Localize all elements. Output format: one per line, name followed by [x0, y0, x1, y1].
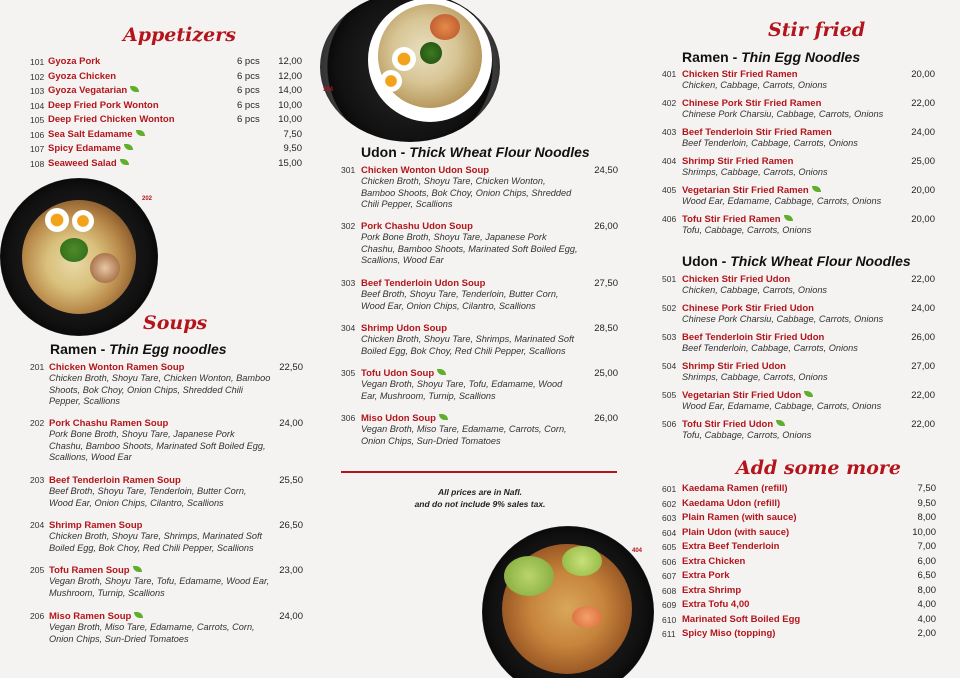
item-number: 306	[341, 413, 356, 423]
menu-item	[662, 274, 935, 300]
item-name-text: Spicy Miso (topping)	[682, 628, 776, 639]
item-price: 12,00	[278, 56, 302, 67]
item-number: 302	[341, 221, 356, 231]
item-name-text: Sea Salt Edamame	[48, 128, 133, 140]
item-price: 27,00	[911, 361, 935, 372]
item-number: 101	[30, 57, 45, 67]
item-description: Wood Ear, Edamame, Cabbage, Carrots, Onions	[682, 196, 882, 206]
item-name-text: Extra Shrimp	[682, 584, 742, 596]
item-name-text: Extra Tofu 4,00	[682, 599, 750, 610]
item-price: 9,50	[917, 497, 936, 509]
item-price: 10,00	[912, 526, 936, 538]
item-name	[682, 332, 824, 343]
item-number: 203	[30, 475, 45, 485]
item-number: 103	[30, 86, 45, 96]
item-name-text: Beef Tenderloin Stir Fried Ramen	[682, 127, 832, 138]
item-description: Shrimps, Cabbage, Carrots, Onions	[682, 372, 828, 382]
stir-fried-title: Stir fried	[768, 19, 866, 41]
left-column	[0, 0, 320, 678]
item-name-text: Extra Pork	[682, 570, 730, 581]
item-name-text: Chicken Wonton Udon Soup	[361, 165, 490, 176]
item-price: 20,00	[911, 214, 935, 225]
item-name	[49, 418, 168, 429]
add-more-title: Add some more	[736, 457, 901, 479]
image-tag-202: 202	[142, 196, 153, 202]
item-number: 609	[662, 600, 677, 610]
item-price: 28,50	[594, 323, 618, 334]
item-number: 102	[30, 71, 45, 82]
item-name-text: Deep Fried Chicken Wonton	[48, 114, 175, 125]
item-description: Pork Bone Broth, Shoyu Tare, Japanese Pork Chashu, Bamboo Shoots, Marinated Soft Boiled Egg, Scallions, Wood Ear	[49, 429, 266, 462]
item-price: 24,00	[279, 611, 303, 622]
menu-row	[30, 128, 302, 142]
item-name-text: Spicy Edamame	[48, 143, 121, 154]
item-name	[48, 113, 175, 127]
item-name	[682, 361, 786, 372]
item-number: 506	[662, 419, 677, 429]
item-name	[48, 142, 133, 156]
item-name-text: Shrimp Stir Fried Ramen	[682, 156, 794, 167]
item-number: 301	[341, 165, 356, 175]
item-description: Chicken Broth, Shoyu Tare, Chicken Wonton, Bamboo Shoots, Bok Choy, Onion Chips, Shredded Chili Pepper, Scallions	[49, 373, 271, 406]
item-number: 601	[662, 484, 677, 494]
item-name	[361, 413, 448, 424]
item-name	[682, 69, 798, 80]
item-quantity: 6 pcs	[237, 114, 260, 125]
middle-column	[320, 0, 643, 678]
soups-ramen-subtitle: Ramen - Thin Egg noodles	[50, 341, 227, 357]
item-description: Chicken, Cabbage, Carrots, Onions	[682, 285, 828, 295]
item-name-text: Seaweed Salad	[48, 157, 117, 169]
item-number: 401	[662, 69, 677, 79]
item-name-text: Plain Ramen (with sauce)	[682, 512, 797, 523]
item-name	[48, 55, 100, 69]
item-price: 22,00	[911, 98, 935, 109]
image-tag-304: 304	[323, 87, 334, 93]
menu-item	[341, 413, 618, 457]
item-price: 22,00	[911, 390, 935, 401]
item-number: 305	[341, 368, 356, 378]
item-number: 610	[662, 614, 677, 625]
item-name-text: Chicken Stir Fried Ramen	[682, 69, 798, 80]
price-note-line2: and do not include 9% sales tax.	[414, 499, 546, 509]
item-number: 304	[341, 323, 356, 333]
item-number: 504	[662, 361, 677, 371]
item-name-text: Shrimp Ramen Soup	[49, 520, 143, 531]
item-name	[682, 274, 790, 285]
menu-row	[662, 627, 936, 641]
menu-row	[662, 511, 936, 525]
menu-item	[662, 214, 935, 240]
item-description: Chicken Broth, Shoyu Tare, Shrimps, Marinated Soft Boiled Egg, Bok Choy, Red Chili Pepper, Scallions	[361, 334, 575, 356]
item-description: Chicken Broth, Shoyu Tare, Shrimps, Marinated Soft Boiled Egg, Bok Choy, Red Chili Pepper, Scallions	[49, 531, 263, 553]
item-name-text: Tofu Ramen Soup	[49, 565, 130, 576]
item-name-text: Beef Tenderloin Udon Soup	[361, 278, 486, 289]
item-name	[682, 390, 813, 401]
item-number: 403	[662, 127, 677, 137]
item-price: 24,50	[594, 165, 618, 176]
menu-row	[662, 555, 936, 569]
item-name	[682, 303, 814, 314]
item-name	[361, 221, 473, 232]
item-name-text: Shrimp Stir Fried Udon	[682, 361, 786, 372]
menu-row	[30, 157, 302, 171]
item-name-text: Miso Ramen Soup	[49, 611, 132, 622]
item-name	[682, 127, 832, 138]
menu-row	[662, 497, 936, 511]
item-description: Beef Broth, Shoyu Tare, Tenderloin, Butter Corn, Wood Ear, Onion Chips, Cilantro, Scallions	[49, 486, 247, 508]
item-description: Tofu, Cabbage, Carrots, Onions	[682, 430, 812, 440]
vegetarian-leaf-icon	[804, 391, 813, 397]
item-name-text: Vegetarian Stir Fried Ramen	[682, 185, 809, 196]
item-number: 608	[662, 585, 677, 596]
item-name	[49, 565, 142, 576]
item-name-text: Vegetarian Stir Fried Udon	[682, 390, 802, 401]
item-description: Chinese Pork Charsiu, Cabbage, Carrots, Onions	[682, 109, 884, 119]
menu-item	[662, 390, 935, 416]
vegetarian-leaf-icon	[439, 414, 448, 420]
item-name-text: Tofu Stir Fried Ramen	[682, 214, 781, 225]
item-name	[48, 99, 159, 113]
item-name	[682, 627, 775, 641]
menu-item	[341, 323, 618, 367]
item-number: 303	[341, 278, 356, 288]
item-name-text: Gyoza Vegatarian	[48, 85, 128, 96]
item-name-text: Tofu Udon Soup	[361, 368, 435, 379]
item-name	[682, 419, 785, 430]
vegetarian-leaf-icon	[776, 420, 785, 426]
udon-soup-subtitle: Udon - Thick Wheat Flour Noodles	[361, 144, 590, 160]
item-number: 105	[30, 115, 45, 125]
item-price: 24,00	[911, 127, 935, 138]
menu-item	[662, 303, 935, 329]
item-number: 204	[30, 520, 45, 530]
item-price: 20,00	[911, 185, 935, 196]
menu-item	[662, 361, 935, 387]
item-name	[48, 84, 139, 98]
item-price: 15,00	[278, 157, 302, 169]
item-price: 26,00	[911, 332, 935, 343]
menu-row	[662, 526, 936, 540]
item-price: 8,00	[917, 584, 936, 596]
item-description: Vegan Broth, Shoyu Tare, Tofu, Edamame, Wood Ear, Mushroom, Turnip, Scallions	[49, 576, 270, 598]
item-name	[49, 520, 142, 531]
menu-item	[30, 418, 303, 462]
item-name	[682, 584, 741, 598]
item-name	[682, 98, 821, 109]
item-description: Beef Broth, Shoyu Tare, Tenderloin, Butter Corn, Wood Ear, Onion Chips, Cilantro, Scallions	[361, 289, 559, 311]
menu-row	[662, 482, 936, 496]
item-name	[682, 569, 730, 583]
item-price: 25,00	[911, 156, 935, 167]
item-description: Vegan Broth, Shoyu Tare, Tofu, Edamame, Wood Ear, Mushroom, Turnip, Scallions	[361, 379, 563, 401]
menu-row	[662, 613, 936, 627]
divider-line	[341, 471, 617, 473]
item-name-text: Chicken Wonton Ramen Soup	[49, 362, 185, 373]
item-name-text: Gyoza Chicken	[48, 70, 117, 82]
item-number: 602	[662, 498, 677, 509]
item-name	[361, 368, 446, 379]
item-number: 604	[662, 527, 677, 538]
vegetarian-leaf-icon	[130, 86, 139, 92]
vegetarian-leaf-icon	[437, 369, 446, 375]
item-description: Beef Tenderloin, Cabbage, Carrots, Onions	[682, 343, 858, 353]
item-number: 404	[662, 156, 677, 166]
menu-item	[662, 127, 935, 153]
item-name	[682, 214, 793, 225]
item-name-text: Extra Chicken	[682, 555, 746, 567]
item-name-text: Chinese Pork Stir Fried Udon	[682, 303, 814, 314]
item-name-text: Shrimp Udon Soup	[361, 323, 448, 334]
menu-row	[30, 99, 302, 113]
item-quantity: 6 pcs	[237, 56, 260, 67]
item-description: Shrimps, Cabbage, Carrots, Onions	[682, 167, 828, 177]
item-name	[48, 70, 116, 84]
item-description: Vegan Broth, Miso Tare, Edamame, Carrots, Corn, Onion Chips, Sun-Dried Tomatoes	[49, 622, 255, 644]
item-description: Vegan Broth, Miso Tare, Edamame, Carrots, Corn, Onion Chips, Sun-Dried Tomatoes	[361, 424, 567, 446]
item-price: 10,00	[278, 114, 302, 125]
item-name-text: Chinese Pork Stir Fried Ramen	[682, 98, 822, 109]
menu-row	[662, 569, 936, 583]
menu-row	[30, 70, 302, 84]
item-price: 7,00	[917, 541, 936, 552]
item-number: 206	[30, 611, 45, 621]
item-name	[682, 613, 800, 627]
item-name-text: Pork Chashu Udon Soup	[361, 221, 473, 232]
item-name	[49, 475, 181, 486]
item-name-text: Kaedama Udon (refill)	[682, 497, 781, 509]
item-number: 104	[30, 100, 45, 111]
item-price: 22,00	[911, 274, 935, 285]
item-name	[48, 157, 129, 171]
menu-item	[662, 185, 935, 211]
item-description: Wood Ear, Edamame, Cabbage, Carrots, Onions	[682, 401, 882, 411]
price-note-line1: All prices are in Nafl.	[437, 487, 523, 497]
menu-item	[341, 165, 618, 209]
item-name-text: Pork Chashu Ramen Soup	[49, 418, 169, 429]
vegetarian-leaf-icon	[124, 144, 133, 150]
menu-item	[30, 565, 303, 609]
item-name-text: Tofu Stir Fried Udon	[682, 419, 774, 430]
item-number: 505	[662, 390, 677, 400]
item-price: 23,00	[279, 565, 303, 576]
item-number: 406	[662, 214, 677, 224]
item-name	[682, 526, 789, 540]
item-number: 502	[662, 303, 677, 313]
menu-row	[30, 55, 302, 69]
item-name-text: Extra Beef Tenderloin	[682, 541, 780, 552]
price-note	[390, 486, 570, 510]
menu-item	[662, 419, 935, 445]
item-description: Beef Tenderloin, Cabbage, Carrots, Onions	[682, 138, 858, 148]
appetizers-title: Appetizers	[123, 24, 236, 46]
item-price: 24,00	[911, 303, 935, 314]
item-name-text: Plain Udon (with sauce)	[682, 526, 790, 538]
item-name	[682, 511, 797, 525]
item-description: Pork Bone Broth, Shoyu Tare, Japanese Pork Chashu, Bamboo Shoots, Marinated Soft Boiled Egg, Scallions, Wood Ear	[361, 232, 578, 265]
ramen-bowl-image	[0, 178, 158, 336]
item-name-text: Chicken Stir Fried Udon	[682, 274, 791, 285]
item-price: 6,00	[917, 555, 936, 567]
item-description: Chicken, Cabbage, Carrots, Onions	[682, 80, 828, 90]
menu-item	[341, 368, 618, 412]
item-number: 405	[662, 185, 677, 195]
udon-bowl-image	[320, 0, 500, 142]
vegetarian-leaf-icon	[812, 186, 821, 192]
item-name-text: Marinated Soft Boiled Egg	[682, 613, 801, 625]
vegetarian-leaf-icon	[784, 215, 793, 221]
item-name-text: Beef Tenderloin Stir Fried Udon	[682, 332, 825, 343]
item-price: 4,00	[917, 599, 936, 610]
item-name	[361, 323, 447, 334]
item-number: 611	[662, 629, 676, 639]
item-number: 205	[30, 565, 45, 575]
item-name-text: Gyoza Pork	[48, 56, 101, 67]
vegetarian-leaf-icon	[134, 612, 143, 618]
item-number: 607	[662, 571, 677, 581]
menu-item	[662, 332, 935, 358]
item-number: 402	[662, 98, 677, 108]
menu-row	[30, 113, 302, 127]
item-price: 26,50	[279, 520, 303, 531]
vegetarian-leaf-icon	[136, 130, 145, 136]
menu-item	[662, 98, 935, 124]
item-name-text: Deep Fried Pork Wonton	[48, 99, 159, 111]
item-name	[682, 555, 745, 569]
item-name	[49, 611, 143, 622]
item-price: 8,00	[917, 512, 936, 523]
item-name	[682, 185, 821, 196]
item-price: 22,00	[911, 419, 935, 430]
item-price: 25,00	[594, 368, 618, 379]
item-description: Chicken Broth, Shoyu Tare, Chicken Wonton, Bamboo Shoots, Bok Choy, Onion Chips, Shredded Chili Pepper, Scallions	[361, 176, 572, 209]
item-name	[682, 598, 749, 612]
item-number: 503	[662, 332, 677, 342]
item-price: 2,00	[917, 628, 936, 639]
menu-item	[30, 520, 303, 564]
item-number: 501	[662, 274, 677, 284]
item-price: 12,00	[278, 70, 302, 82]
soups-title: Soups	[143, 312, 208, 334]
item-quantity: 6 pcs	[237, 99, 260, 111]
menu-item	[662, 156, 935, 182]
item-price: 10,00	[278, 99, 302, 111]
item-price: 26,00	[594, 221, 618, 232]
right-column	[640, 0, 960, 678]
item-name-text: Kaedama Ramen (refill)	[682, 483, 788, 494]
item-number: 201	[30, 362, 45, 372]
item-price: 24,00	[279, 418, 303, 429]
item-number: 202	[30, 418, 45, 428]
item-price: 6,50	[917, 570, 936, 581]
menu-item	[341, 221, 618, 265]
item-name	[682, 540, 780, 554]
menu-row	[30, 84, 302, 98]
menu-row	[662, 584, 936, 598]
item-name	[49, 362, 184, 373]
item-price: 22,50	[279, 362, 303, 373]
item-number: 108	[30, 158, 45, 169]
item-name-text: Beef Tenderloin Ramen Soup	[49, 475, 181, 486]
item-number: 605	[662, 542, 677, 552]
image-tag-404: 404	[632, 548, 643, 554]
item-price: 26,00	[594, 413, 618, 424]
vegetarian-leaf-icon	[120, 159, 129, 165]
item-quantity: 6 pcs	[237, 70, 260, 82]
item-number: 603	[662, 513, 677, 523]
stir-fried-ramen-subtitle: Ramen - Thin Egg Noodles	[682, 49, 861, 65]
item-name-text: Miso Udon Soup	[361, 413, 436, 424]
menu-item	[30, 362, 303, 406]
menu-item	[30, 611, 303, 655]
item-price: 7,50	[917, 483, 936, 494]
item-price: 4,00	[917, 613, 936, 625]
item-description: Tofu, Cabbage, Carrots, Onions	[682, 225, 812, 235]
item-price: 14,00	[278, 85, 302, 96]
item-price: 9,50	[283, 143, 302, 154]
item-number: 107	[30, 144, 45, 154]
menu-item	[341, 278, 618, 322]
item-number: 106	[30, 129, 45, 140]
item-price: 7,50	[283, 128, 302, 140]
stir-fry-bowl-image	[482, 526, 654, 678]
stir-fried-udon-subtitle: Udon - Thick Wheat Flour Noodles	[682, 253, 911, 269]
item-price: 20,00	[911, 69, 935, 80]
menu-row	[30, 142, 302, 156]
item-price: 25,50	[279, 475, 303, 486]
menu-item	[662, 69, 935, 95]
menu-row	[662, 540, 936, 554]
item-name	[48, 128, 145, 142]
menu-item	[30, 475, 303, 519]
item-name	[682, 497, 780, 511]
vegetarian-leaf-icon	[133, 566, 142, 572]
item-number: 606	[662, 556, 677, 567]
item-name	[682, 482, 788, 496]
item-quantity: 6 pcs	[237, 85, 260, 96]
item-name	[682, 156, 793, 167]
item-name	[361, 278, 485, 289]
menu-row	[662, 598, 936, 612]
item-price: 27,50	[594, 278, 618, 289]
item-name	[361, 165, 489, 176]
item-description: Chinese Pork Charsiu, Cabbage, Carrots, Onions	[682, 314, 884, 324]
